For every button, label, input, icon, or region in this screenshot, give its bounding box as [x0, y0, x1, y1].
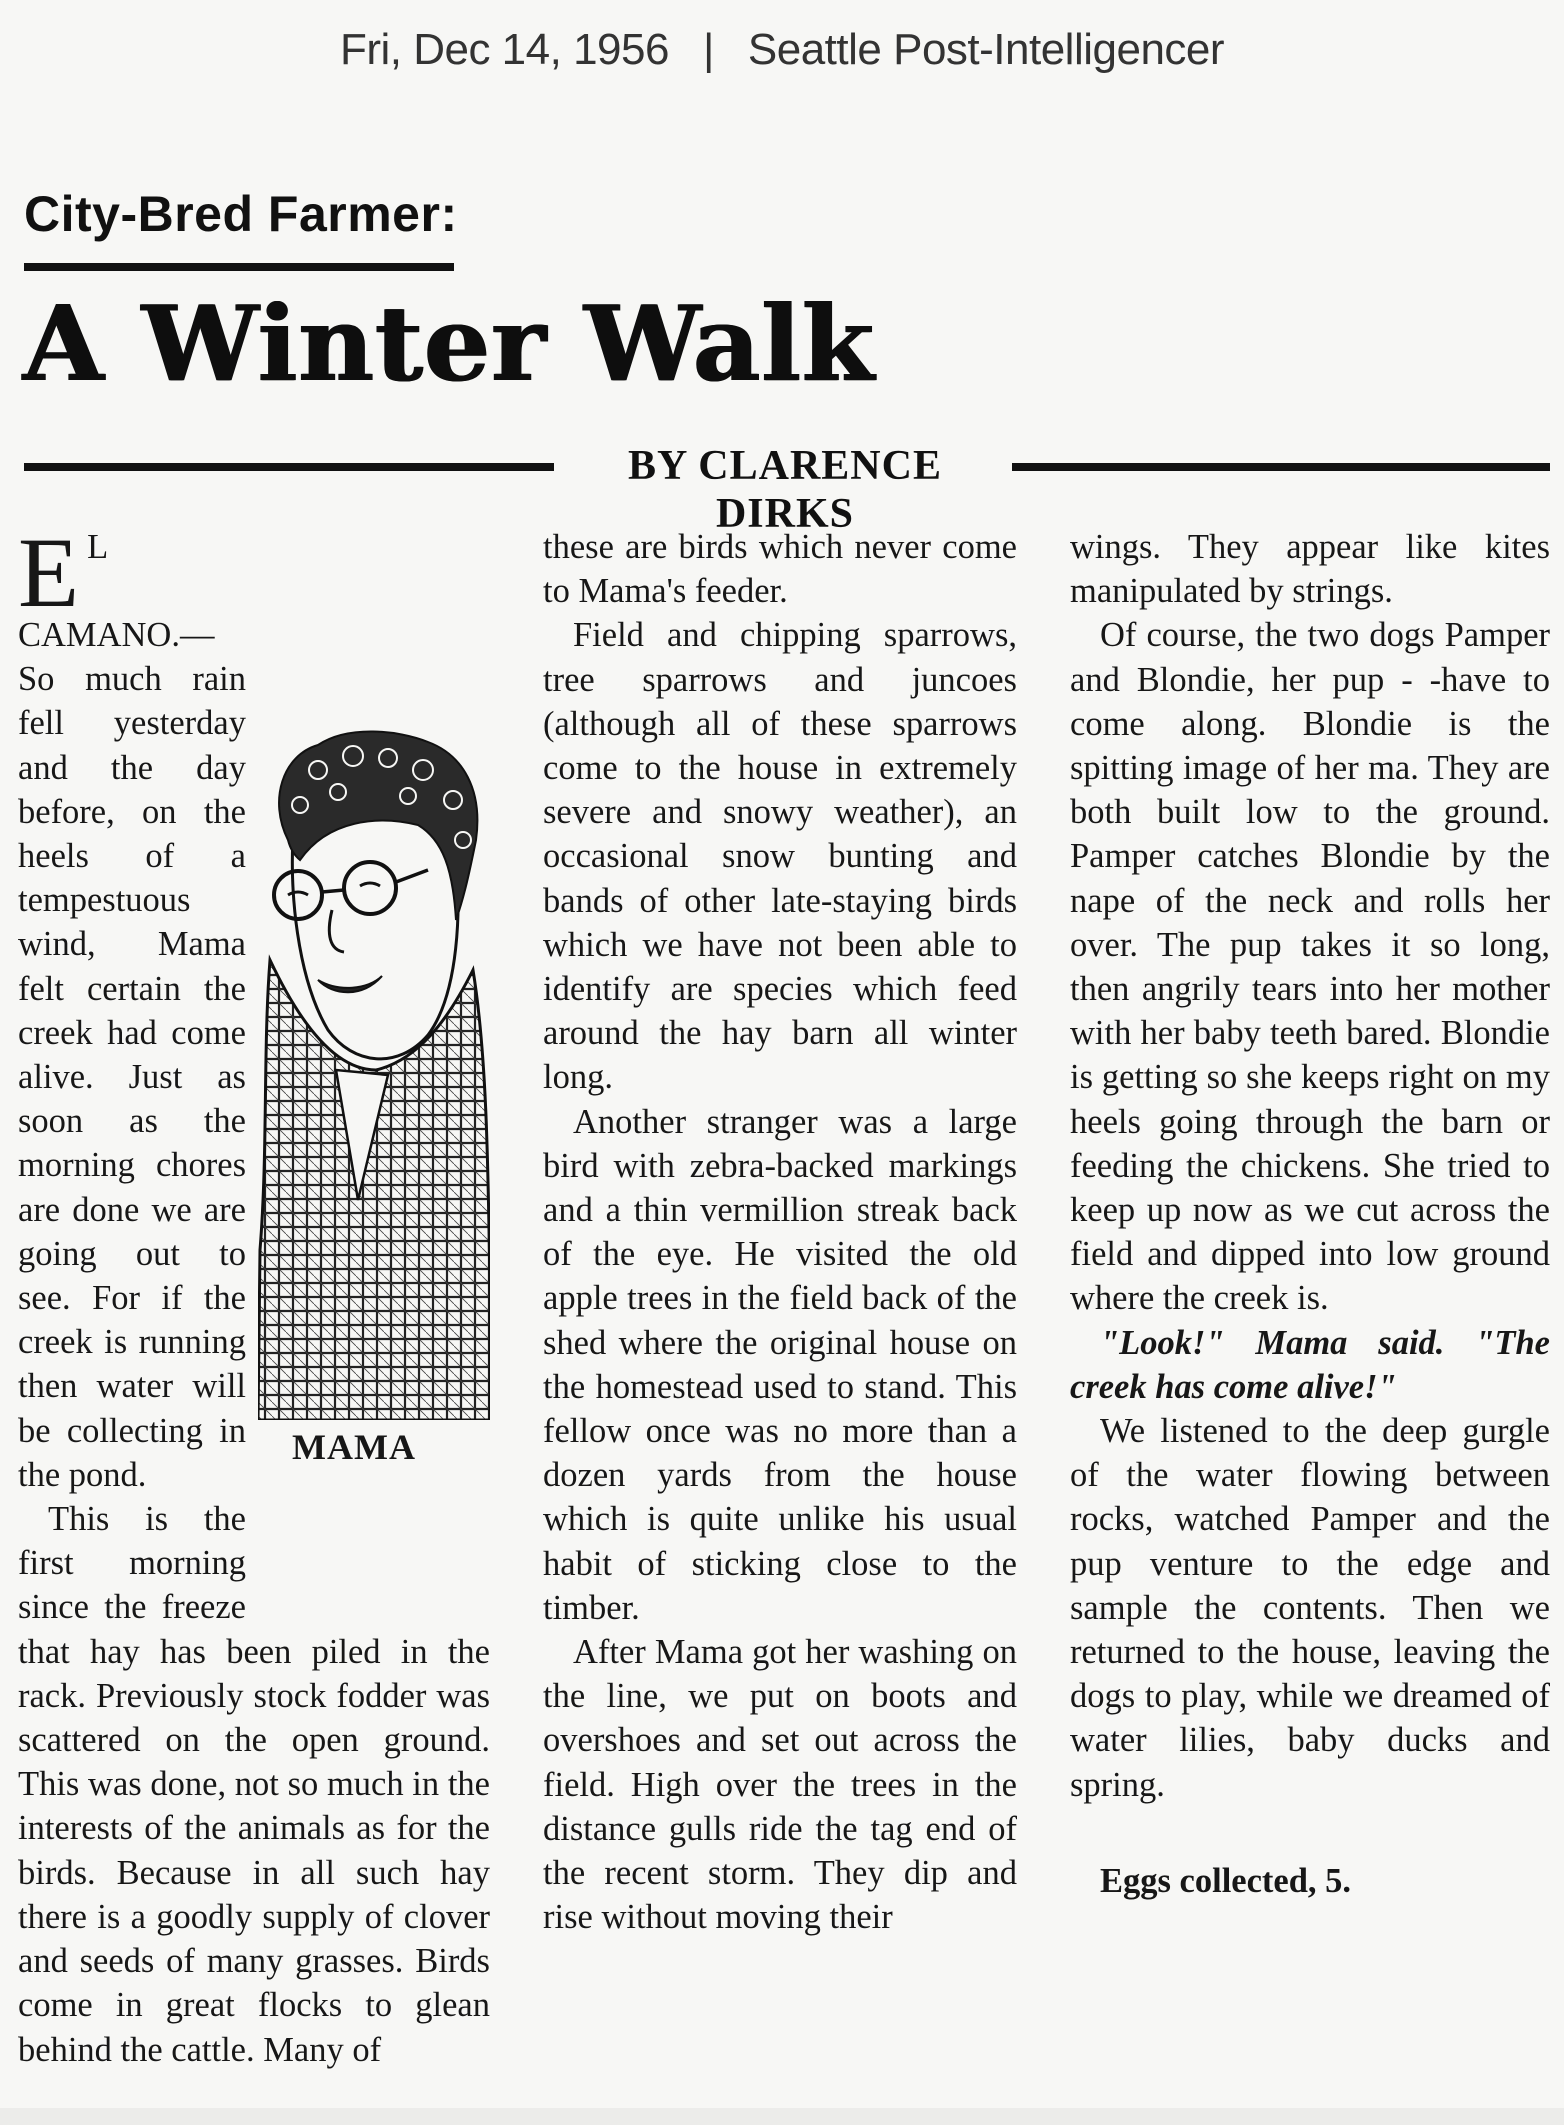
scan-edge	[0, 2108, 1564, 2125]
paragraph: This is the first morning since the freeze that hay has been piled in the rack. Previously stock fodder was scattered on the open ground. This was done, not so much in the interests of the animals as for the birds. Because in all such hay there is a goodly supply of clover and seeds of many grasses. Birds come in great flocks to glean behind the cattle. Many of	[18, 1500, 490, 2069]
paragraph: We listened to the deep gurgle of the water flowing between rocks, watched Pamper and the pup venture to the edge and sample the contents. Then we returned to the house, leaving the dogs to play, while we dreamed of water lilies, baby ducks and spring.	[1070, 1412, 1550, 1804]
paragraph: Field and chipping sparrows, tree sparrows and juncoes (although all of these sparrows come to the house in extremely severe and snowy weather), an occasional snow bunting and bands of other late-staying birds which we have not been able to identify are species which feed around the hay barn all winter long.	[543, 616, 1017, 1097]
eggs-collected-note: Eggs collected, 5.	[1100, 1861, 1352, 1900]
header-separator: |	[702, 25, 714, 74]
paragraph: wings. They appear like kites manipulated by strings.	[1070, 528, 1550, 611]
quote-paragraph: "Look!" Mama said. "The creek has come alive!"	[1070, 1323, 1550, 1406]
paragraph: Another stranger was a large bird with zebra-backed markings and a thin vermillion streak back of the eye. He visited the old apple trees in the field back of the shed where the original house on the homestead used to stand. This fellow once was no more than a dozen yards from the house which is quite unlike his usual habit of sticking close to the timber.	[543, 1102, 1017, 1627]
byline-rule-left	[24, 463, 554, 471]
article-column-2	[543, 525, 1017, 1940]
portrait-sketch	[258, 730, 490, 1420]
publication-name: Seattle Post-Intelligencer	[747, 25, 1225, 74]
column-kicker: City-Bred Farmer:	[24, 186, 458, 242]
kicker-underline	[24, 263, 454, 271]
headline: A Winter Walk	[22, 282, 874, 405]
paragraph: Of course, the two dogs Pamper and Blondie, her pup - -have to come along. Blondie is the spitting image of her ma. They are both built low to the ground. Pamper catches Blondie by the nape of the neck and rolls her over. The pup takes it so long, then angrily tears into her mother with her baby teeth bared. Blondie is getting so she keeps right on my heels going through the barn or feeding the chickens. She tried to keep up now as we cut across the field and dipped into low ground where the creek is.	[1070, 616, 1550, 1318]
byline: BY CLARENCE DIRKS	[628, 443, 942, 537]
mama-portrait	[258, 730, 490, 1580]
clipping-header	[0, 14, 1564, 86]
article-column-3	[1070, 525, 1550, 1903]
publication-date: Fri, Dec 14, 1956	[339, 25, 669, 74]
photo-caption: MAMA	[292, 1427, 416, 1467]
paragraph: these are birds which never come to Mama's feeder.	[543, 528, 1017, 611]
byline-rule-right	[1012, 463, 1550, 471]
drop-cap: E	[18, 517, 80, 628]
paragraph-text: L CAMANO.—So much rain fell yesterday and the day before, on the heels of a tempestuous wind, Mama felt certain the creek had come alive. Just as soon as the morning chores are done we are going out to see. For if the creek is running then water will be collecting in the pond.	[18, 528, 246, 1494]
article-column-1	[18, 517, 490, 2072]
paragraph: After Mama got her washing on the line, we put on boots and overshoes and set out across the field. High over the trees in the distance gulls ride the tag end of the recent storm. They dip and rise without moving their	[543, 1633, 1017, 1937]
